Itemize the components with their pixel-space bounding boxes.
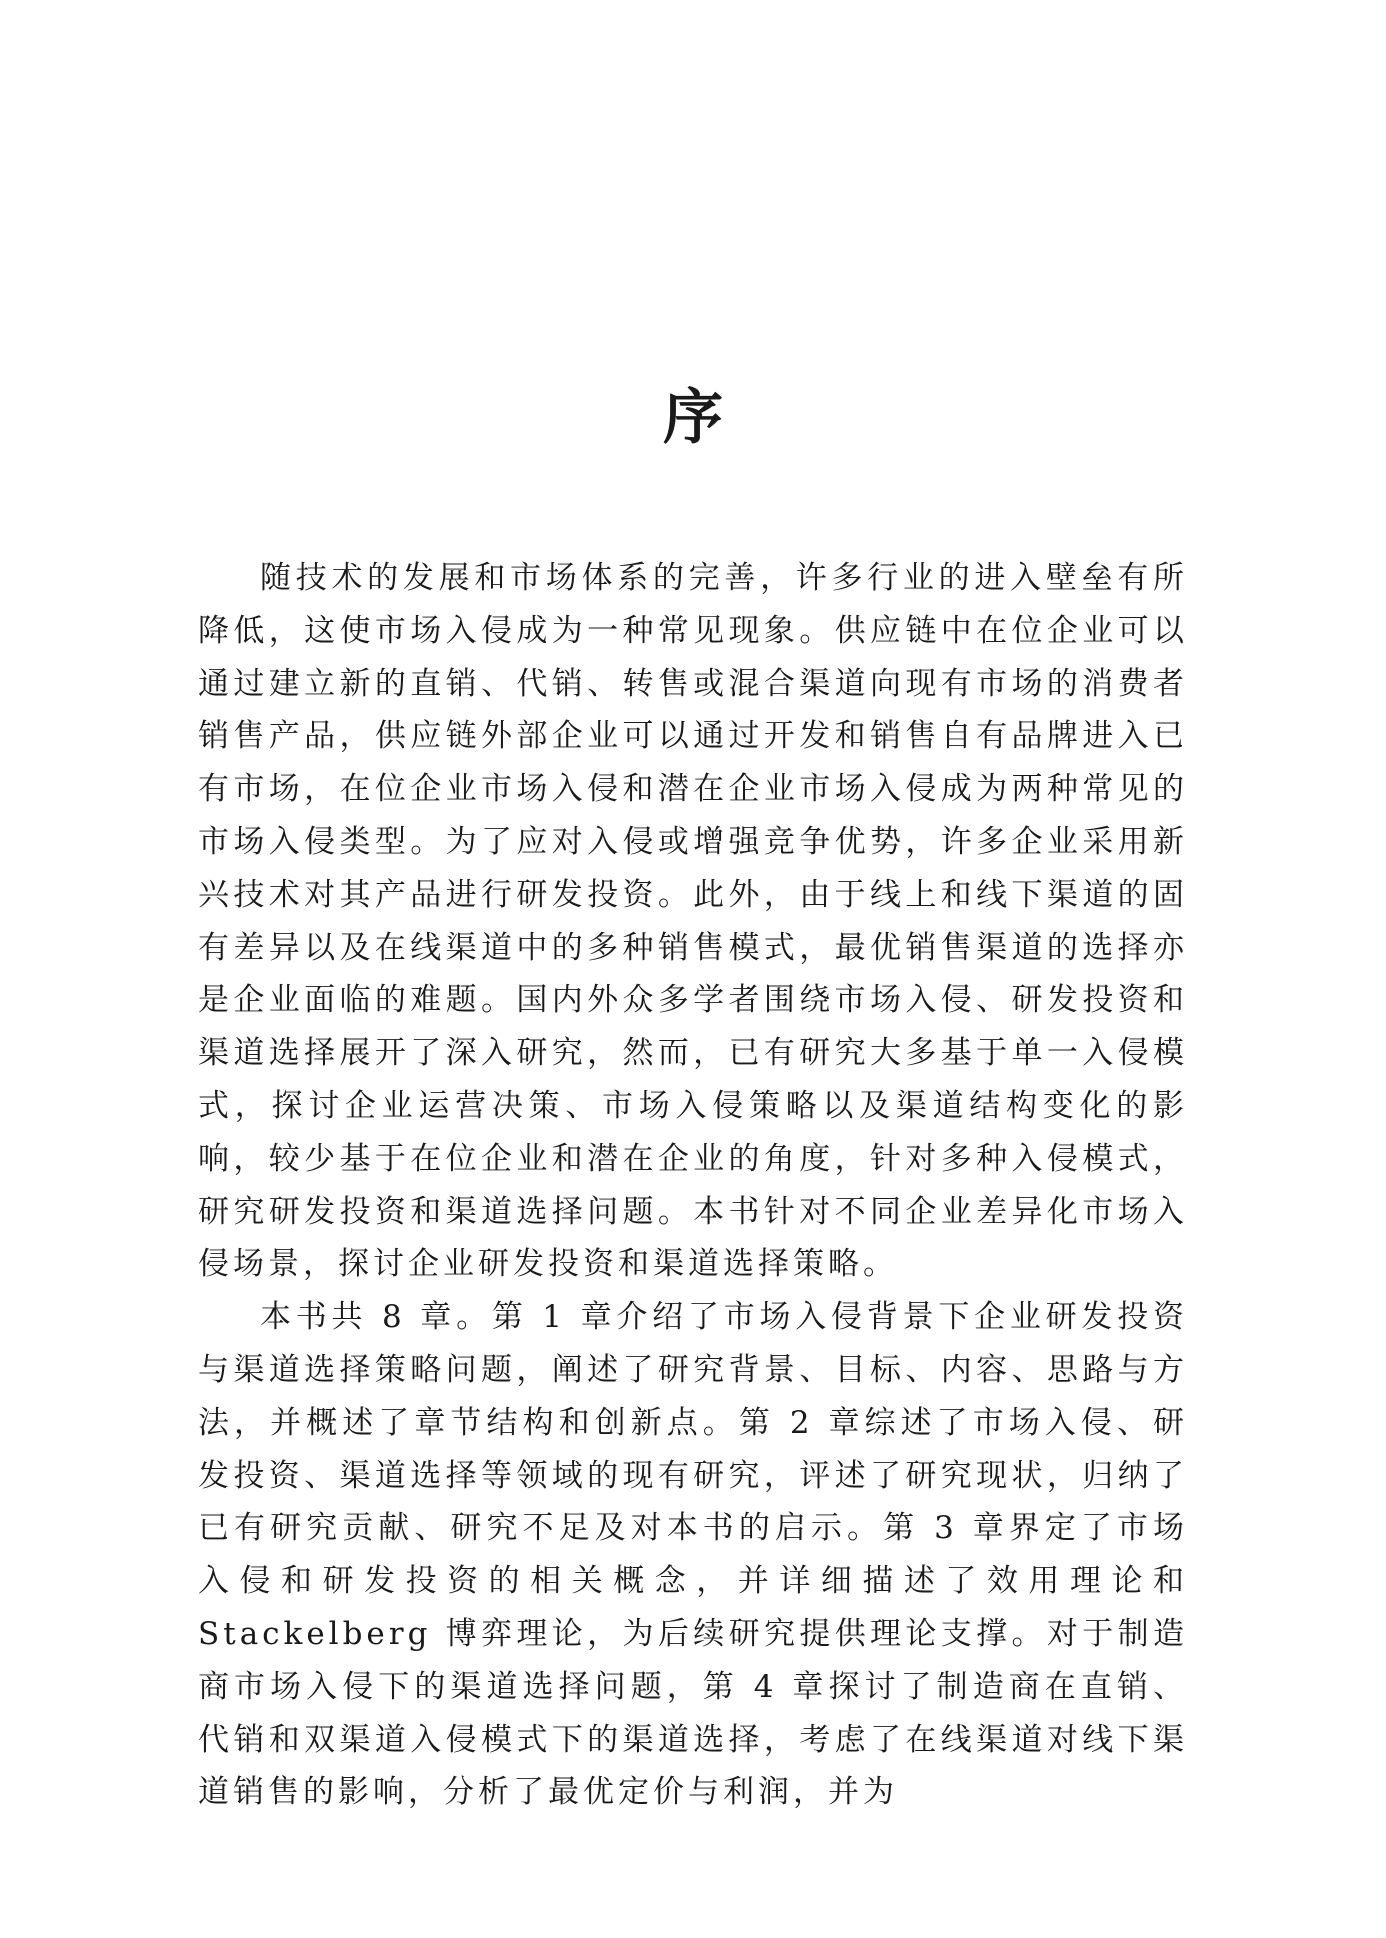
- paragraph-chapter-overview: 本书共 8 章。第 1 章介绍了市场入侵背景下企业研发投资与渠道选择策略问题，阐述了研究背景、目标、内容、思路与方法，并概述了章节结构和创新点。第 2 章综述了市场入侵、研发投资、渠道选择等领域的现有研究，评述了研究现状，归纳了已有研究贡献、研究不足及对本书的启示。第 3 章界定了市场入侵和研发投资的相关概念，并详细描述了效用理论和 Stackelberg 博弈理论，为后续研究提供理论支撑。对于制造商市场入侵下的渠道选择问题，第 4 章探讨了制造商在直销、代销和双渠道入侵模式下的渠道选择，考虑了在线渠道对线下渠道销售的影响，分析了最优定价与利润，并为: [198, 1299, 1188, 1811]
- paragraph-intro: 随技术的发展和市场体系的完善，许多行业的进入壁垒有所降低，这使市场入侵成为一种常见现象。供应链中在位企业可以通过建立新的直销、代销、转售或混合渠道向现有市场的消费者销售产品，供应链外部企业可以通过开发和销售自有品牌进入已有市场，在位企业市场入侵和潜在企业市场入侵成为两种常见的市场入侵类型。为了应对入侵或增强竞争优势，许多企业采用新兴技术对其产品进行研发投资。此外，由于线上和线下渠道的固有差异以及在线渠道中的多种销售模式，最优销售渠道的选择亦是企业面临的难题。国内外众多学者围绕市场入侵、研发投资和渠道选择展开了深入研究，然而，已有研究大多基于单一入侵模式，探讨企业运营决策、市场入侵策略以及渠道结构变化的影响，较少基于在位企业和潜在企业的角度，针对多种入侵模式，研究研发投资和渠道选择问题。本书针对不同企业差异化市场入侵场景，探讨企业研发投资和渠道选择策略。: [198, 560, 1188, 1283]
- body-text: [198, 552, 1188, 1819]
- page-title: 序: [663, 383, 723, 454]
